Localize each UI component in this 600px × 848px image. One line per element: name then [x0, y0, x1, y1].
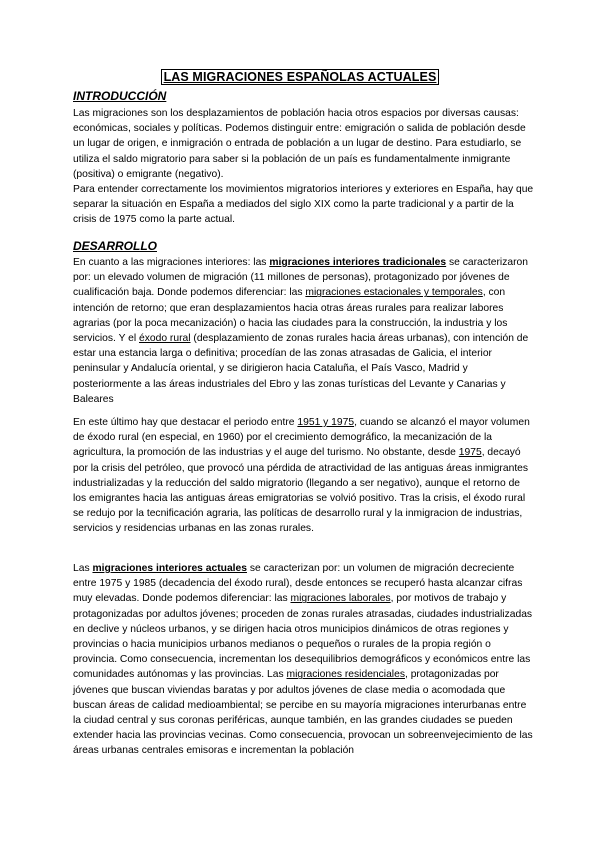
term-1975: 1975	[458, 447, 482, 459]
intro-paragraph-1: Las migraciones son los desplazamientos de población hacia otros espacios por diversas causas: económicas, sociales y políticas. Podemos distinguir entre: emigración o salida de población desde un lugar de origen, e inmigración o entrada de población a un lugar de destino. Para estudiarlo, se utiliza el saldo migratorio para saber si la población de un país es fundamentalmente inmigrante (positiva) o emigrante (negativo).	[73, 108, 526, 180]
term-migraciones-residenciales: migraciones residenciales	[286, 669, 405, 681]
term-migraciones-interiores-actuales: migraciones interiores actuales	[92, 563, 247, 574]
document-title: LAS MIGRACIONES ESPAÑOLAS ACTUALES	[0, 70, 600, 85]
body-paragraph-3: Las migraciones interiores actuales se caracterizan por: un volumen de migración decreciente entre 1975 y 1985 (decadencia del éxodo rural), desde entonces se recuperó hasta alcanzar cifras muy elevadas. Donde podemos diferenciar: las migraciones laborales, por motivos de trabajo y protagonizadas por adultos jóvenes; proceden de zonas rurales atrasadas, ciudades industrializadas en declive y núcleos urbanos, y se dirigen hacia otros municipios dinámicos de otras regiones y provincias o hacia municipios urbanos medianos o pequeños o rurales de la propia región o provincia. Como consecuencia, incrementan los desequilibrios demográficos y económicos entre las comunidades autónomas y las provincias. Las migraciones residenciales, protagonizadas por jóvenes que buscan viviendas baratas y por adultos jóvenes de clase media o acomodada que buscan áreas de calidad medioambiental; se percibe en su mayoría migraciones interurbanas entre la ciudad central y sus coronas periféricas, aunque también, en las grandes ciudades se pueden extender hacia las provincias vecinas. Como consecuencia, provocan un sobreenvejecimiento de las áreas urbanas centrales emisoras e incrementan la población	[73, 563, 533, 757]
section-heading-introduccion: INTRODUCCIÓN	[73, 89, 167, 103]
body-paragraph-2: En este último hay que destacar el periodo entre 1951 y 1975, cuando se alcanzó el mayor volumen de éxodo rural (en especial, en 1960) por el crecimiento demográfico, la mecanización de la agricultura, la promoción de las industrias y el auge del turismo. No obstante, desde 1975, decayó por la crisis del petróleo, que provocó una pérdida de atractividad de las antiguas áreas inmigrantes industrializadas y la reducción del saldo migratorio (llegando a ser negativo), aunque el retorno de los emigrantes hacia las antiguas áreas emigratorias se volvió positivo. Tras la crisis, el éxodo rural se redujo por la tecnificación agraria, las políticas de desarrollo rural y la inmigracion de industrias, servicios y residencias urbanas en las zonas rurales.	[73, 417, 530, 535]
term-exodo-rural: éxodo rural	[139, 333, 191, 345]
term-migraciones-estacionales: migraciones estacionales y temporales	[305, 287, 483, 299]
section-heading-desarrollo: DESARROLLO	[73, 239, 157, 253]
intro-paragraph-2: Para entender correctamente los movimientos migratorios interiores y exteriores en España, hay que separar la situación en España a mediados del siglo XIX como la parte tradicional y a partir de la crisis de 1975 como la parte actual.	[73, 184, 534, 226]
term-periodo-1951-1975: 1951 y 1975	[297, 417, 355, 428]
term-migraciones-laborales: migraciones laborales	[290, 593, 391, 605]
term-migraciones-interiores-tradicionales: migraciones interiores tradicionales	[269, 257, 447, 268]
body-paragraph-1: En cuanto a las migraciones interiores: las migraciones interiores tradicionales se caracterizaron por: un elevado volumen de migración (11 millones de personas), protagonizado por jóvenes de cualificación baja. Donde podemos diferenciar: las migraciones estacionales y temporales, con intención de retorno; que eran desplazamientos hacia otras áreas rurales para realizar labores agrarias (por la poca mecanización) o hacia las ciudades para la construcción, la industria y los servicios. Y el éxodo rural (desplazamiento de zonas rurales hacia áreas urbanas), con intención de estar una estancia larga o definitiva; procedían de las zonas atrasadas de Galicia, el interior peninsular y Andalucía oriental, y se dirigieron hacia Cataluña, el País Vasco, Madrid y posteriormente a las áreas industriales del Ebro y las zonas turísticas del Levante y Canarias y Baleares	[73, 257, 529, 405]
